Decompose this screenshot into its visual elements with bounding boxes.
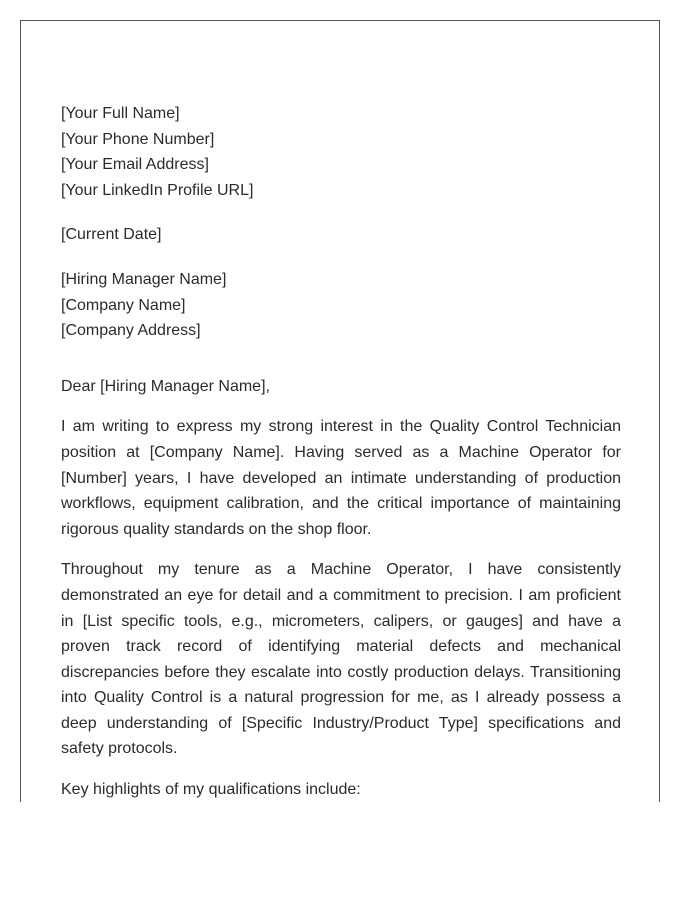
recipient-block [61,267,621,344]
body-paragraph-2: Throughout my tenure as a Machine Operator, I have consistently demonstrated an eye for detail and a commitment to precision. I am proficient in [List specific tools, e.g., micrometers, calipers, or gauges] and have a proven track record of identifying material defects and mechanical discrepancies before they escalate into costly production delays. Transitioning into Quality Control is a natural progression for me, as I already possess a deep understanding of [Specific Industry/Product Type] specifications and safety protocols. [61,561,621,758]
body-paragraph-1: I am writing to express my strong interest in the Quality Control Technician position at [Company Name]. Having served as a Machine Operator for [Number] years, I have developed an intimate understanding of production workflows, equipment calibration, and the critical importance of maintaining rigorous quality standards on the shop floor. [61,418,621,538]
recipient-manager-name: [Hiring Manager Name] [61,270,227,288]
salutation-block [61,374,621,400]
sender-full-name: [Your Full Name] [61,105,180,122]
sender-block [61,101,621,203]
letter-page [20,20,660,802]
highlights-intro: Key highlights of my qualifications include: [61,781,361,799]
letter-date: [Current Date] [61,226,162,244]
letter-body [61,101,621,802]
sender-phone: [Your Phone Number] [61,130,215,148]
recipient-company-name: [Company Name] [61,296,186,314]
sender-linkedin: [Your LinkedIn Profile URL] [61,181,254,199]
date-block [61,222,621,248]
salutation: Dear [Hiring Manager Name], [61,377,270,395]
sender-email: [Your Email Address] [61,156,209,174]
recipient-company-address: [Company Address] [61,322,201,340]
